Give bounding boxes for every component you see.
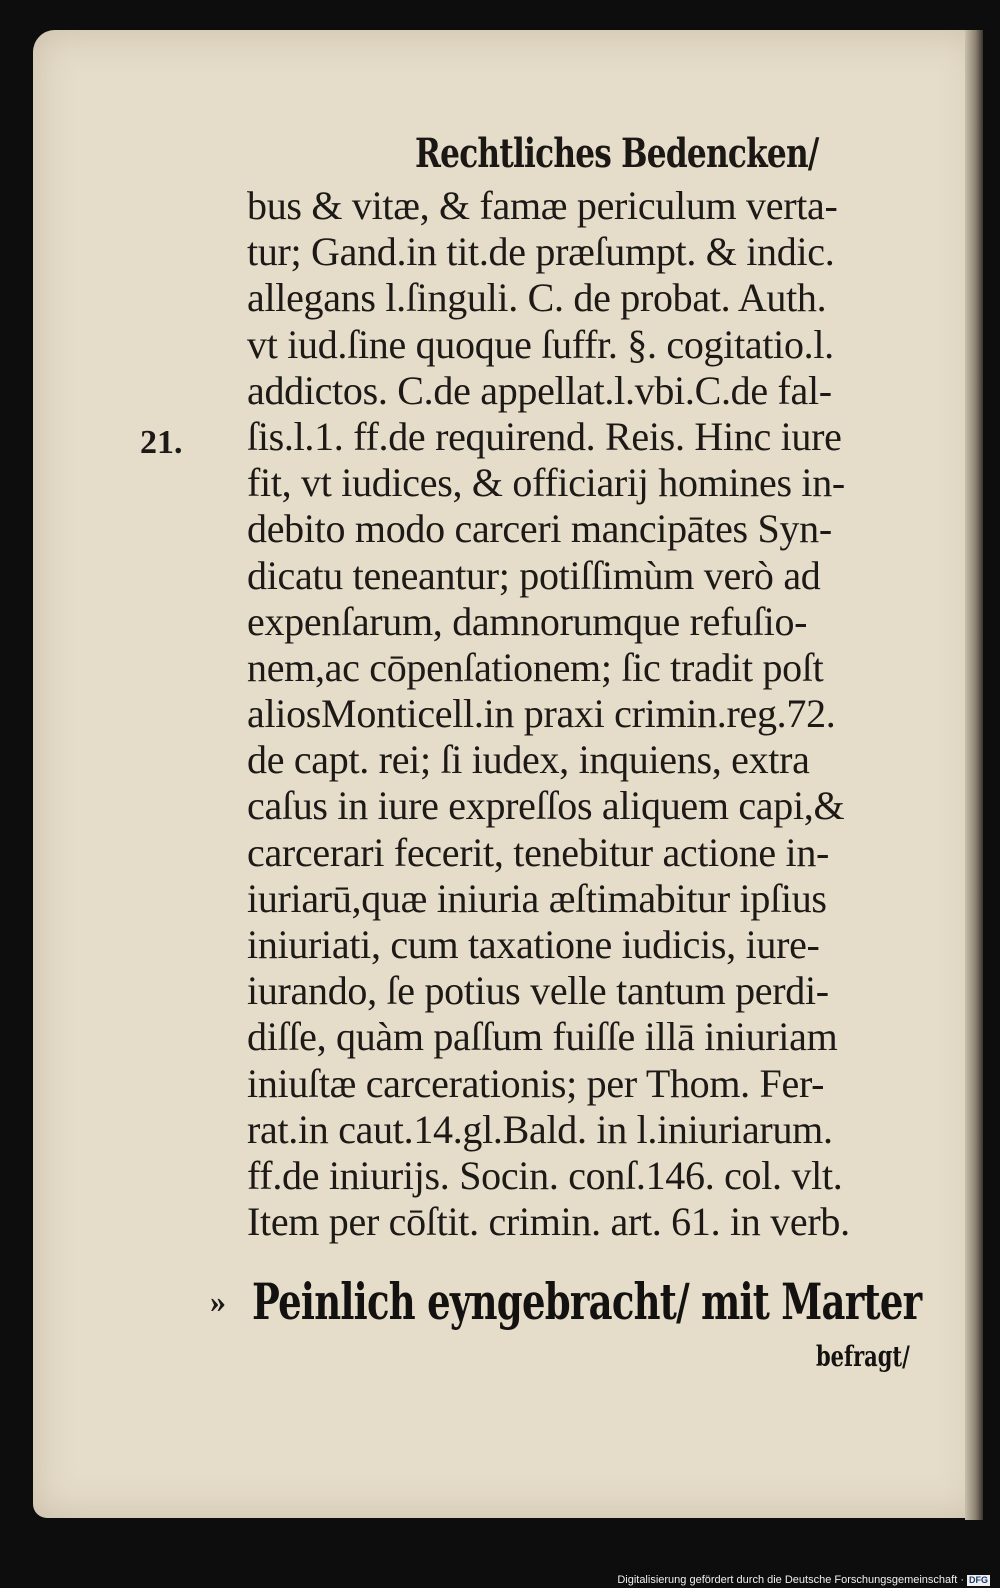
footer-credit xyxy=(617,1574,990,1586)
text-line: ff.de iniurijs. Socin. conſ.146. col. vlt. xyxy=(247,1152,843,1198)
footer-text: Digitalisierung gefördert durch die Deutsche Forschungsgemeinschaft · xyxy=(617,1574,964,1586)
text-line: iurando, ſe potius velle tantum perdi- xyxy=(247,968,829,1014)
text-line: fit, vt iudices, & officiarij homines in- xyxy=(247,460,845,506)
text-line: vt iud.ſine quoque ſuffr. §. cogitatio.l. xyxy=(247,321,834,367)
text-line: de capt. rei; ſi iudex, inquiens, extra xyxy=(247,737,810,783)
text-line: Item per cōſtit. crimin. art. 61. in verb. xyxy=(247,1199,850,1245)
text-line: expenſarum, damnorumque refuſio- xyxy=(247,598,808,644)
text-line: tur; Gand.in tit.de præſumpt. & indic. xyxy=(247,229,835,275)
margin-quote-mark: » xyxy=(210,1283,226,1319)
text-line: caſus in iure expreſſos aliquem capi,& xyxy=(247,783,845,829)
text-line: iniuriati, cum taxatione iudicis, iure- xyxy=(247,922,820,967)
body-text xyxy=(247,183,927,1245)
margin-number: 21. xyxy=(140,424,183,461)
text-line: bus & vitæ, & famæ periculum verta- xyxy=(247,183,838,228)
text-line: rat.in caut.14.gl.Bald. in l.iniuriarum. xyxy=(247,1106,833,1152)
text-line: diſſe, quàm paſſum fuiſſe illā iniuriam xyxy=(247,1014,838,1060)
text-line: iuriarū,quæ iniuria æſtimabitur ipſius xyxy=(247,875,827,921)
catchword: befragt/ xyxy=(816,1340,910,1373)
text-line: iniuſtæ carcerationis; per Thom. Fer- xyxy=(247,1060,825,1106)
text-line: allegans l.ſinguli. C. de probat. Auth. xyxy=(247,275,827,321)
text-line: addictos. C.de appellat.l.vbi.C.de fal- xyxy=(247,367,832,413)
text-line: nem,ac cōpenſationem; ſic tradit poſt xyxy=(247,644,824,690)
text-line: debito modo carceri mancipātes Syn- xyxy=(247,506,832,552)
page-edge xyxy=(965,30,983,1520)
running-title: Rechtliches Bedencken/ xyxy=(415,130,819,177)
dfg-logo-icon: DFG xyxy=(969,1574,988,1585)
text-line: ſis.l.1. ff.de requirend. Reis. Hinc iure xyxy=(247,413,842,459)
fraktur-line: Peinlich eyngebracht/ mit Marter xyxy=(252,1272,922,1331)
text-line: aliosMonticell.in praxi crimin.reg.72. xyxy=(247,691,836,737)
text-line: dicatu teneantur; potiſſimùm verò ad xyxy=(247,552,821,598)
text-line: carcerari fecerit, tenebitur actione in- xyxy=(247,829,830,875)
